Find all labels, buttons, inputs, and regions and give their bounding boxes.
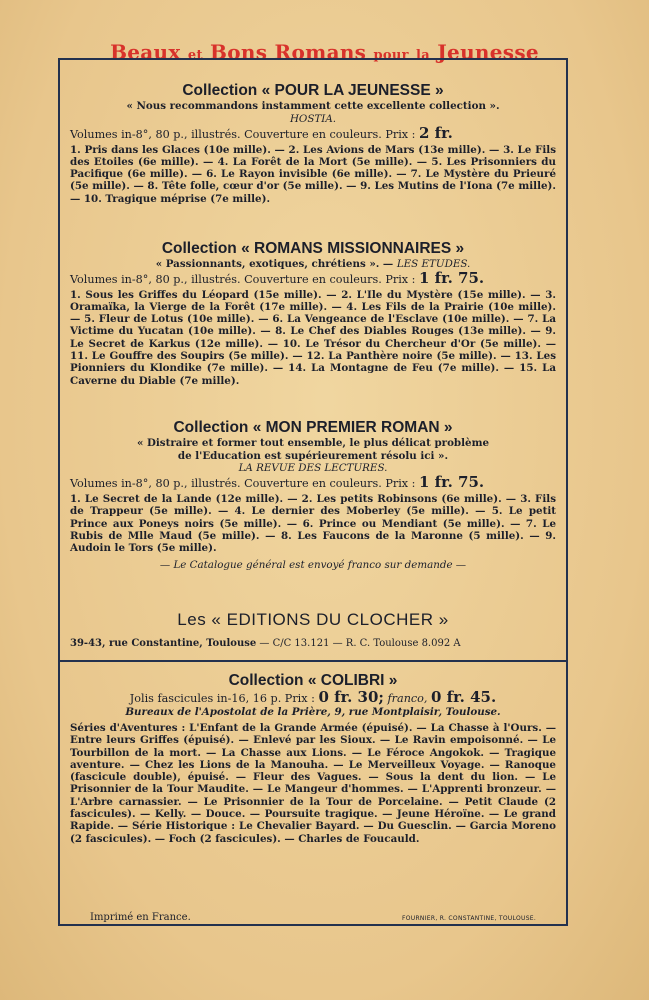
- fascicules-text: Jolis fascicules in-16, 16 p. Prix :: [129, 692, 315, 705]
- quote-source: LES ETUDES.: [396, 258, 471, 270]
- price: 1 fr. 75.: [418, 268, 485, 287]
- printer-credit: FOURNIER, R. CONSTANTINE, TOULOUSE.: [402, 915, 537, 922]
- collection-title: Collection « POUR LA JEUNESSE »: [182, 82, 444, 99]
- collection-title: Collection « COLIBRI »: [228, 672, 398, 689]
- title-list: 1. Le Secret de la Lande (12e mille). — 2. Les petits Robinsons (6e mille). — 3. Fils de Trappeur (5e mille). — 4. Le dernier des Moberley (5e mille). — 5. Le petit Prince aux Poneys noirs (5e mille). — 6. Prince ou Mendiant (5e mille). — 7. Le Rubis de Mlle Maud (5e mille). — 8. Les Faucons de la Maronne (5 mille). — 9. Audoin le Tors (5e mille).: [70, 493, 556, 555]
- volumes-text: Volumes in-8°, 80 p., illustrés. Couverture en couleurs. Prix :: [70, 272, 416, 286]
- title-word: la: [416, 48, 431, 63]
- collection-quote: « Nous recommandons instamment cette excellente collection ».: [126, 100, 500, 112]
- publisher-name: Les « EDITIONS DU CLOCHER »: [177, 610, 449, 629]
- title-word: Bons Romans: [210, 40, 367, 64]
- volumes-text: Volumes in-8°, 80 p., illustrés. Couverture en couleurs. Prix :: [70, 477, 416, 490]
- printed-in-france: Imprimé en France.: [90, 912, 191, 923]
- collection-title: Collection « MON PREMIER ROMAN »: [173, 419, 453, 436]
- quote-text: « Passionnants, exotiques, chrétiens ». —: [155, 258, 394, 270]
- collection-title: Collection « ROMANS MISSIONNAIRES »: [161, 240, 465, 257]
- fascicules-line: [70, 690, 556, 706]
- volumes-text: Volumes in-8°, 80 p., illustrés. Couverture en couleurs. Prix :: [70, 127, 416, 141]
- publisher-address: [70, 638, 556, 649]
- catalogue-note: — Le Catalogue général est envoyé franco sur demande —: [159, 559, 467, 572]
- title-list: Séries d'Aventures : L'Enfant de la Grande Armée (épuisé). — La Chasse à l'Ours. — Entre leurs Griffes (épuisé). — Enlevé par les Sioux. — Le Ravin empoisonné. — Le Tourbillon de la mort. — La Chasse aux Lions. — Le Féroce Angokok. — Tragique aventure. — Chez les Lions de la Manouha. — Le Merveilleux Voyage. — Ranoque (fascicule double), épuisé. — Fleur des Vagues. — Sous la dent du lion. — Le Prisonnier de la Tour Maudite. — Le Mangeur d'hommes. — L'Apprenti bronzeur. — L'Arbre carnassier. — Le Prisonnier de la Tour de Porcelaine. — Petit Claude (2 fascicules). — Kelly. — Douce. — Poursuite tragique. — Jeune Héroïne. — Le grand Rapide. — Série Historique : Le Chevalier Bayard. — Du Guesclin. — Garcia Moreno (2 fascicules). — Foch (2 fascicules). — Charles de Foucauld.: [70, 722, 556, 845]
- title-word: Jeunesse: [437, 40, 539, 64]
- collection-pour-la-jeunesse: [70, 84, 556, 205]
- collection-quote-line: « Distraire et former tout ensemble, le plus délicat problème: [136, 437, 490, 449]
- section-divider: [58, 660, 568, 662]
- collection-romans-missionnaires: [70, 242, 556, 387]
- title-word: Beaux: [110, 40, 181, 64]
- price: 0 fr. 30;: [318, 688, 384, 706]
- title-list: 1. Pris dans les Glaces (10e mille). — 2. Les Avions de Mars (13e mille). — 3. Le Fils des Etoiles (6e mille). — 4. La Forêt de la Mort (5e mille). — 5. Les Prisonniers du Pacifique (6e mille). — 6. Le Rayon invisible (6e mille). — 7. Le Mystère du Prieuré (5e mille). — 8. Tête folle, cœur d'or (5e mille). — 9. Les Mutins de l'Iona (7e mille). — 10. Tragique méprise (7e mille).: [70, 143, 556, 205]
- bureau-address: Bureaux de l'Apostolat de la Prière, 9, rue Montplaisir, Toulouse.: [125, 706, 501, 718]
- volumes-line: [70, 268, 556, 287]
- collection-colibri: [70, 674, 556, 845]
- price-franco: 0 fr. 45.: [431, 688, 497, 706]
- volumes-line: [70, 475, 556, 491]
- title-word: et: [187, 48, 203, 63]
- quote-source: HOSTIA.: [289, 112, 337, 125]
- registration-text: — C/C 13.121 — R. C. Toulouse 8.092 A: [259, 638, 461, 649]
- title-list: 1. Sous les Griffes du Léopard (15e mille). — 2. L'Ile du Mystère (15e mille). — 3. Oramaïka, la Vierge de la Forêt (17e mille). — 4. Les Fils de la Prairie (10e mille). — 5. Fleur de Lotus (10e mille). — 6. La Vengeance de l'Esclave (10e mille). — 7. La Victime du Yucatan (10e mille). — 8. Le Chef des Diables Rouges (13e mille). — 9. Le Secret de Karkus (12e mille). — 10. Le Trésor du Chercheur d'Or (5e mille). — 11. Le Gouffre des Soupirs (5e mille). — 12. La Panthère noire (5e mille). — 13. Les Pionniers du Klondike (7e mille). — 14. La Montagne de Feu (7e mille). — 15. La Caverne du Diable (7e mille).: [70, 288, 556, 387]
- price: 2 fr.: [418, 123, 453, 142]
- volumes-line: [70, 123, 556, 142]
- collection-quote-line: de l'Education est supérieurement résolu ici ».: [177, 449, 449, 462]
- collection-mon-premier-roman: [70, 421, 556, 572]
- price: 1 fr. 75.: [418, 473, 485, 491]
- title-word: pour: [373, 48, 409, 63]
- address-text: 39-43, rue Constantine, Toulouse: [70, 638, 257, 649]
- quote-source: LA REVUE DES LECTURES.: [238, 462, 388, 474]
- franco-label: franco,: [387, 692, 428, 705]
